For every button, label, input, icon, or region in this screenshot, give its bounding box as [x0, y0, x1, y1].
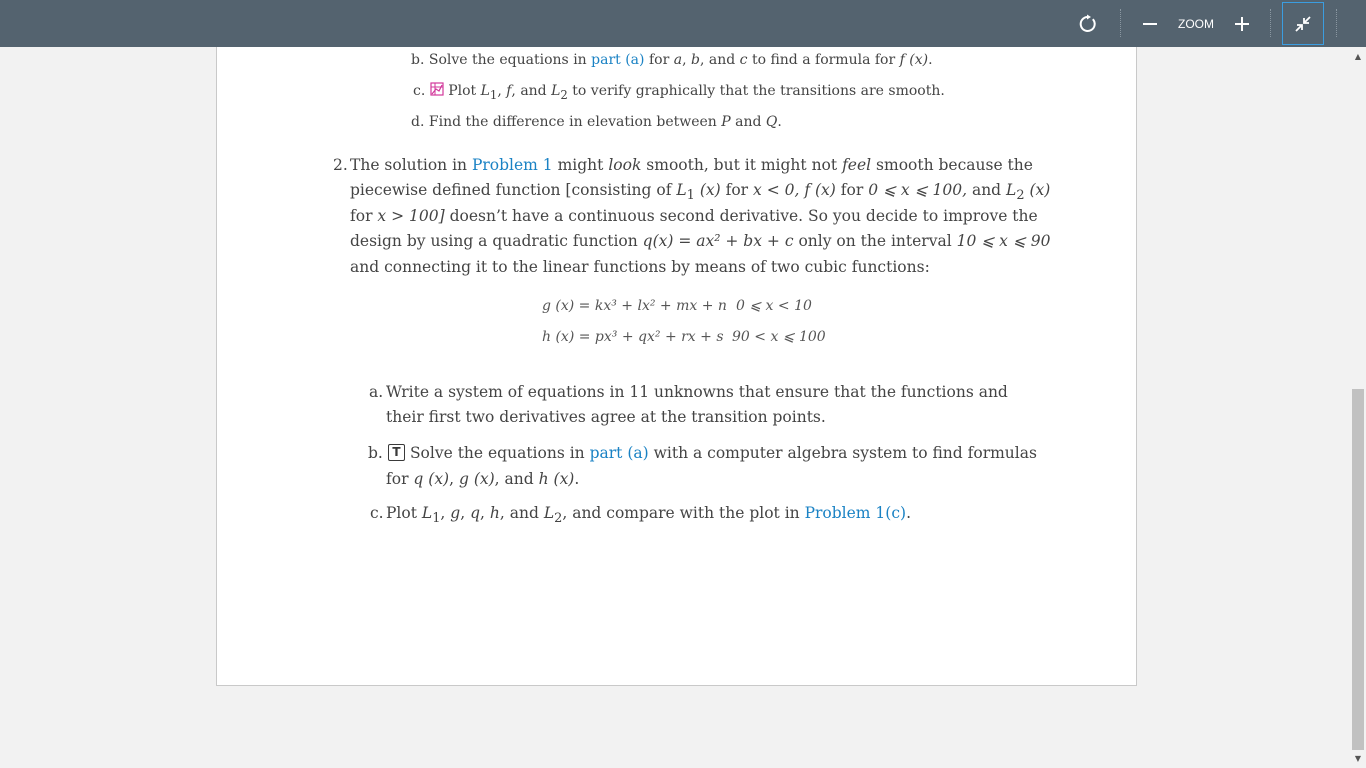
problem2-line-3: for x > 100] doesn’t have a continuous second derivative. So you decide to improve the [350, 207, 1038, 225]
equation-g-domain: 0 ⩽ x < 10 [736, 298, 812, 314]
part-a-link[interactable]: part (a) [591, 52, 645, 68]
problem1-part-c: c. Plot $L_1$, f, and $L_2$ to verify graphically that the transitions are smooth. [413, 83, 945, 102]
plus-icon [1234, 16, 1250, 32]
document-page [216, 47, 1137, 686]
toolbar-divider [1270, 9, 1271, 37]
scroll-up-arrow-icon[interactable]: ▲ [1354, 52, 1362, 61]
exit-fullscreen-button[interactable] [1282, 2, 1324, 45]
refresh-button[interactable] [1072, 0, 1104, 47]
zoom-in-button[interactable] [1228, 0, 1256, 47]
equation-h: h (x) = px³ + qx² + rx + s [542, 329, 724, 345]
problem-1-link[interactable]: Problem 1 [471, 156, 553, 174]
part-a-link[interactable]: part (a) [589, 444, 649, 462]
toolbar-divider [1336, 9, 1337, 37]
problem2-part-a-marker: a. [369, 383, 384, 401]
problem1-part-b: b. Solve the equations in part (a) for a, b, and c to find a formula for f (x). [411, 52, 933, 68]
problem2-line-5: and connecting it to the linear functions by means of two cubic functions: [350, 258, 930, 276]
exit-fullscreen-icon [1293, 14, 1313, 34]
refresh-icon [1078, 14, 1098, 34]
scroll-down-arrow-icon[interactable]: ▼ [1354, 754, 1362, 763]
problem2-part-a-line-2: their first two derivatives agree at the transition points. [386, 408, 826, 426]
problem2-part-b-line-1: T Solve the equations in part (a) with a computer algebra system to find formulas [388, 441, 1037, 466]
scrollbar-thumb[interactable] [1352, 389, 1364, 750]
problem2-line-2: piecewise defined function [consisting of $L_1$ (x) for x < 0, f (x) for 0 ⩽ x ⩽ 100, and $L_2$ (x) [350, 181, 1051, 204]
problem2-part-b-marker: b. [368, 444, 383, 462]
viewer-toolbar [0, 0, 1366, 47]
problem-1c-link[interactable]: Problem 1(c) [804, 504, 907, 522]
problem2-part-c-marker: c. [370, 504, 384, 522]
equation-h-domain: 90 < x ⩽ 100 [732, 329, 826, 345]
problem1-part-d: d. Find the difference in elevation between P and Q. [411, 114, 782, 130]
problem2-part-b-line-2: for q (x), g (x), and h (x). [386, 470, 580, 488]
graph-icon [430, 82, 444, 96]
problem2-part-c-line: Plot $L_1$, g, q, h, and $L_2$, and compare with the plot in Problem 1(c). [386, 504, 911, 527]
toolbar-divider [1120, 9, 1121, 37]
zoom-out-button[interactable] [1136, 0, 1164, 47]
zoom-label: ZOOM [1178, 16, 1214, 31]
problem2-part-a-line-1: Write a system of equations in 11 unknowns that ensure that the functions and [386, 383, 1008, 401]
problem2-number: 2. [333, 156, 348, 174]
equation-g: g (x) = kx³ + lx² + mx + n [542, 298, 727, 314]
problem2-line-1: The solution in Problem 1 might look smooth, but it might not feel smooth because the [350, 156, 1033, 174]
minus-icon [1142, 16, 1158, 32]
technology-icon: T [388, 444, 405, 461]
problem2-line-4: design by using a quadratic function q(x) = ax² + bx + c only on the interval 10 ⩽ x ⩽ 90 [350, 232, 1051, 250]
